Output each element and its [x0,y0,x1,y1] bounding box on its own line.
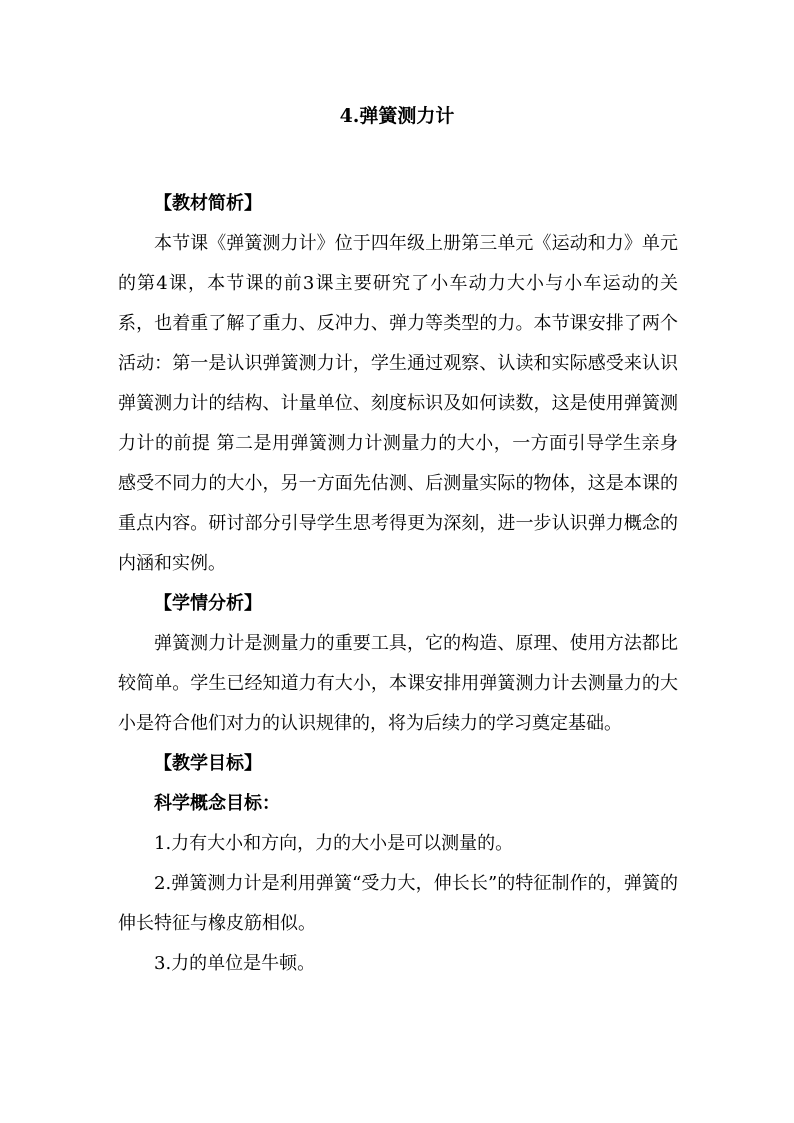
paragraph-learner-analysis: 弹簧测力计是测量力的重要工具，它的构造、原理、使用方法都比较简单。学生已经知道力有大小，本课安排用弹簧测力计去测量力的大小是符合他们对力的认识规律的，将为后续力的学习奠定基础。 [118,633,678,734]
section-heading-textbook-analysis: 【教材简析】 [154,193,262,214]
goal-item: 1.力有大小和方向，力的大小是可以测量的。 [154,833,514,854]
paragraph-textbook-analysis: 本节课《弹簧测力计》位于四年级上册第三单元《运动和力》单元的第4课，本节课的前3课主要研究了小车动力大小与小车运动的关系，也着重了解了重力、反冲力、弹力等类型的力。本节课安排了两个活动：第一是认识弹簧测力计，学生通过观察、认读和实际感受来认识弹簧测力计的结构、计量单位、刻度标识及如何读数，这是使用弹簧测力计的前提 第二是用弹簧测力计测量力的大小，一方面引导学生亲身感受不同力的大小，另一方面先估测、后测量实际的物体，这是本课的重点内容。研讨部分引导学生思考得更为深刻，进一步认识弹力概念的内涵和实例。 [118,233,678,574]
subheading-science-concept-goals: 科学概念目标： [154,793,280,814]
section-heading-teaching-goals: 【教学目标】 [154,753,262,774]
goal-item: 2.弹簧测力计是利用弹簧“受力大，伸长长”的特征制作的，弹簧的伸长特征与橡皮筋相似。 [118,873,678,934]
document-body [118,184,678,984]
goal-item: 3.力的单位是牛顿。 [154,953,316,974]
document-title: 4.弹簧测力计 [339,105,455,127]
section-heading-learner-analysis: 【学情分析】 [154,593,262,614]
